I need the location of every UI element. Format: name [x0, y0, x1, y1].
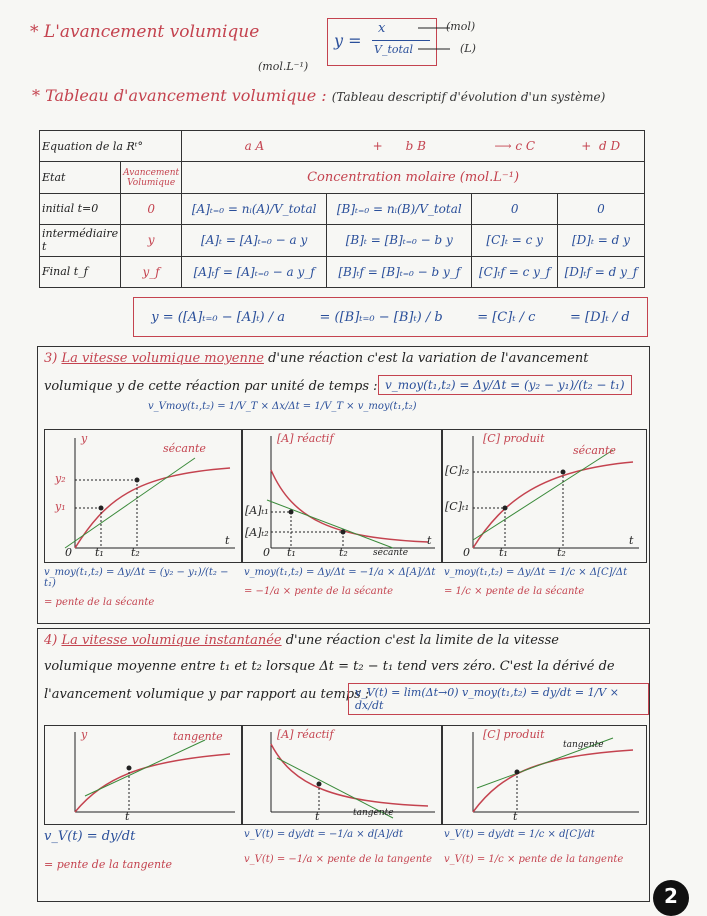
g2-t: t [427, 534, 432, 547]
g5-t: t [315, 810, 320, 823]
secante-line [65, 458, 195, 548]
g4-t: t [125, 810, 130, 823]
point [127, 766, 132, 771]
curve [75, 468, 230, 548]
curve [473, 462, 633, 548]
graph-inst-A-svg [243, 726, 441, 824]
g1-y1: y₁ [55, 500, 66, 513]
point [289, 510, 294, 515]
eq-plus2: + [581, 139, 592, 154]
sect3-f1: v_moy(t₁,t₂) = Δy/Δt = (y₂ − y₁)/(t₂ − t₁) [44, 567, 229, 589]
point [503, 506, 508, 511]
sect3-f1-block [44, 567, 240, 608]
g2-A2: [A]ₜ₂ [245, 526, 269, 539]
sect3-title: La vitesse volumique moyenne [61, 351, 264, 366]
row-y: y [121, 225, 182, 256]
formula-y: y = [334, 31, 362, 50]
g2-t1: t₁ [287, 546, 296, 559]
tableau-title [32, 86, 605, 105]
sect4-title: La vitesse volumique instantanée [61, 633, 282, 648]
graph-inst-C-svg [443, 726, 646, 824]
point [515, 770, 520, 775]
g5-tangente: tangente [353, 808, 394, 818]
g2-o: 0 [263, 546, 270, 559]
row-A: [A]ₜf = [A]ₜ₌₀ − a y_f [182, 256, 327, 287]
g6-t: t [513, 810, 518, 823]
sect3-f3b: = 1/c × pente de la sécante [444, 586, 585, 597]
section-vitesse-instantanee [37, 628, 650, 902]
sect4-f3-block [444, 829, 644, 865]
sect4-num: 4) [44, 633, 58, 648]
tangente-line [85, 740, 205, 796]
sect3-num: 3) [44, 351, 58, 366]
sect3-line2: volumique y de cette réaction par unité de temps : [44, 379, 378, 394]
g1-t1: t₁ [95, 546, 104, 559]
eq-B [327, 131, 472, 162]
unit-mol: (mol) [446, 20, 476, 33]
g6-tangente: tangente [563, 740, 604, 750]
g2-secante: sécante [373, 548, 409, 558]
sect3-formula-box: v_moy(t₁,t₂) = Δy/Δt = (y₂ − y₁)/(t₂ − t₁) [378, 375, 632, 395]
graph-inst-A [242, 725, 442, 825]
graph-moy-A-svg [243, 430, 441, 562]
point [341, 530, 346, 535]
row-y: 0 [121, 193, 182, 224]
sect3-f2-block [244, 567, 440, 597]
g1-y2: y₂ [55, 472, 66, 485]
g1-o: 0 [65, 546, 72, 559]
header-equation: Equation de la Rᵗ° [40, 131, 182, 162]
eq-plus1: + [372, 139, 383, 154]
graph-moy-y-svg [45, 430, 241, 562]
row-y: y_f [121, 256, 182, 287]
g2-A1: [A]ₜ₁ [245, 504, 269, 517]
g3-label: [C] produit [483, 432, 545, 445]
g1-secante: sécante [163, 442, 206, 455]
sect3-f3-block [444, 567, 644, 597]
tableau-title-main: * Tableau d'avancement volumique : [32, 86, 327, 105]
eq-B-label: b B [405, 139, 426, 154]
point [99, 506, 104, 511]
sect3-line3: v_Vmoy(t₁,t₂) = 1/V_T × Δx/Δt = 1/V_T × v_moy(t₁,t₂) [148, 401, 417, 412]
row-D: [D]ₜf = d y_f [557, 256, 644, 287]
sect4-f1-block [44, 829, 240, 871]
eq-arrow: ⟶ [494, 139, 512, 154]
row-label: initial t=0 [40, 193, 121, 224]
tableau-title-sub: (Tableau descriptif d'évolution d'un système) [331, 90, 606, 104]
unit-L: (L) [460, 42, 476, 55]
sect4-f2-block [244, 829, 440, 865]
table-row [40, 225, 645, 256]
sect4-line3: l'avancement volumique y par rapport au temps : [44, 687, 370, 702]
sect3-f2: v_moy(t₁,t₂) = Δy/Δt = −1/a × Δ[A]/Δt [244, 567, 436, 578]
sect4-intro-rest: d'une réaction c'est la limite de la vitesse [285, 633, 559, 648]
sect4-f3: v_V(t) = dy/dt = 1/c × d[C]/dt [444, 829, 595, 840]
sect4-line2: volumique moyenne entre t₁ et t₂ lorsque Δt = t₂ − t₁ tend vers zéro. C'est la dérivé de [44, 659, 615, 674]
row-label: Final t_f [40, 256, 121, 287]
row-B: [B]ₜf = [B]ₜ₌₀ − b y_f [327, 256, 472, 287]
section-vitesse-moyenne [37, 346, 650, 624]
relation-term-4: = [D]ₜ / d [569, 309, 630, 325]
row-C: [C]ₜf = c y_f [472, 256, 557, 287]
sect4-formula-box: v_V(t) = lim(Δt→0) v_moy(t₁,t₂) = dy/dt = 1/V × dx/dt [348, 683, 649, 715]
sect3-f3: v_moy(t₁,t₂) = Δy/Δt = 1/c × Δ[C]/Δt [444, 567, 628, 578]
eq-A: a A [182, 131, 327, 162]
curve [75, 754, 230, 812]
row-D: 0 [557, 193, 644, 224]
g3-C2: [C]ₜ₂ [445, 464, 470, 477]
relation-term-2: = ([B]ₜ₌₀ − [B]ₜ) / b [319, 309, 443, 325]
avancement-volumique-title: * L'avancement volumique [30, 22, 260, 42]
formula-den: V_total [374, 43, 413, 56]
row-C: [C]ₜ = c y [472, 225, 557, 256]
relation-term-1: y = ([A]ₜ₌₀ − [A]ₜ) / a [151, 309, 285, 325]
g1-t2: t₂ [131, 546, 140, 559]
eq-D [557, 131, 644, 162]
curve [271, 744, 428, 806]
g1-y: y [81, 432, 88, 445]
g3-t2: t₂ [557, 546, 566, 559]
row-B: [B]ₜ = [B]ₜ₌₀ − b y [327, 225, 472, 256]
graph-moy-A [242, 429, 442, 563]
g4-y: y [81, 728, 88, 741]
point [135, 478, 140, 483]
formula-num: x [378, 21, 386, 36]
table-row [40, 256, 645, 287]
g3-C1: [C]ₜ₁ [445, 500, 470, 513]
g5-label: [A] réactif [277, 728, 334, 741]
etat-label: Etat [40, 162, 121, 193]
sect4-f2b: v_V(t) = −1/a × pente de la tangente [244, 854, 433, 865]
sect3-f2b: = −1/a × pente de la sécante [244, 586, 394, 597]
graph-moy-y [44, 429, 242, 563]
table-row [40, 162, 645, 193]
row-A: [A]ₜ₌₀ = nᵢ(A)/V_total [182, 193, 327, 224]
row-B: [B]ₜ₌₀ = nᵢ(B)/V_total [327, 193, 472, 224]
avancement-table [39, 130, 645, 288]
g3-o: 0 [463, 546, 470, 559]
relation-term-3: = [C]ₜ / c [477, 309, 536, 325]
g2-label: [A] réactif [277, 432, 334, 445]
g3-t1: t₁ [499, 546, 508, 559]
secante-line [473, 450, 613, 540]
secante-line [267, 500, 393, 548]
relation-box [133, 297, 648, 337]
table-row [40, 131, 645, 162]
sect4-f3b: v_V(t) = 1/c × pente de la tangente [444, 854, 624, 865]
eq-D-label: d D [599, 139, 621, 154]
unit-molL: (mol.L⁻¹) [258, 60, 309, 73]
point [561, 470, 566, 475]
sect4-intro [44, 629, 644, 653]
graph-inst-C [442, 725, 647, 825]
sect3-intro [44, 347, 644, 371]
sect3-f1b: = pente de la sécante [44, 597, 155, 608]
concentration-header: Concentration molaire (mol.L⁻¹) [182, 162, 645, 193]
sect4-f1: v_V(t) = dy/dt [44, 829, 136, 844]
g4-tangente: tangente [173, 730, 223, 743]
table-row [40, 193, 645, 224]
eq-C [472, 131, 557, 162]
point [317, 782, 322, 787]
eq-C-label: c C [515, 139, 536, 154]
g3-t: t [629, 534, 634, 547]
row-A: [A]ₜ = [A]ₜ₌₀ − a y [182, 225, 327, 256]
row-C: 0 [472, 193, 557, 224]
graph-inst-y [44, 725, 242, 825]
g2-t2: t₂ [339, 546, 348, 559]
page-number: 2 [653, 880, 689, 916]
avancement-label: Avancement Volumique [121, 162, 182, 193]
graph-moy-C [442, 429, 647, 563]
row-D: [D]ₜ = d y [557, 225, 644, 256]
sect3-intro-rest: d'une réaction c'est la variation de l'avancement [268, 351, 589, 366]
g1-t: t [225, 534, 230, 547]
unit-arrows [412, 20, 452, 56]
sect4-f1b: = pente de la tangente [44, 858, 173, 871]
row-label: intermédiaire t [40, 225, 121, 256]
sect4-f2: v_V(t) = dy/dt = −1/a × d[A]/dt [244, 829, 404, 840]
g6-label: [C] produit [483, 728, 545, 741]
g3-secante: sécante [573, 444, 616, 457]
